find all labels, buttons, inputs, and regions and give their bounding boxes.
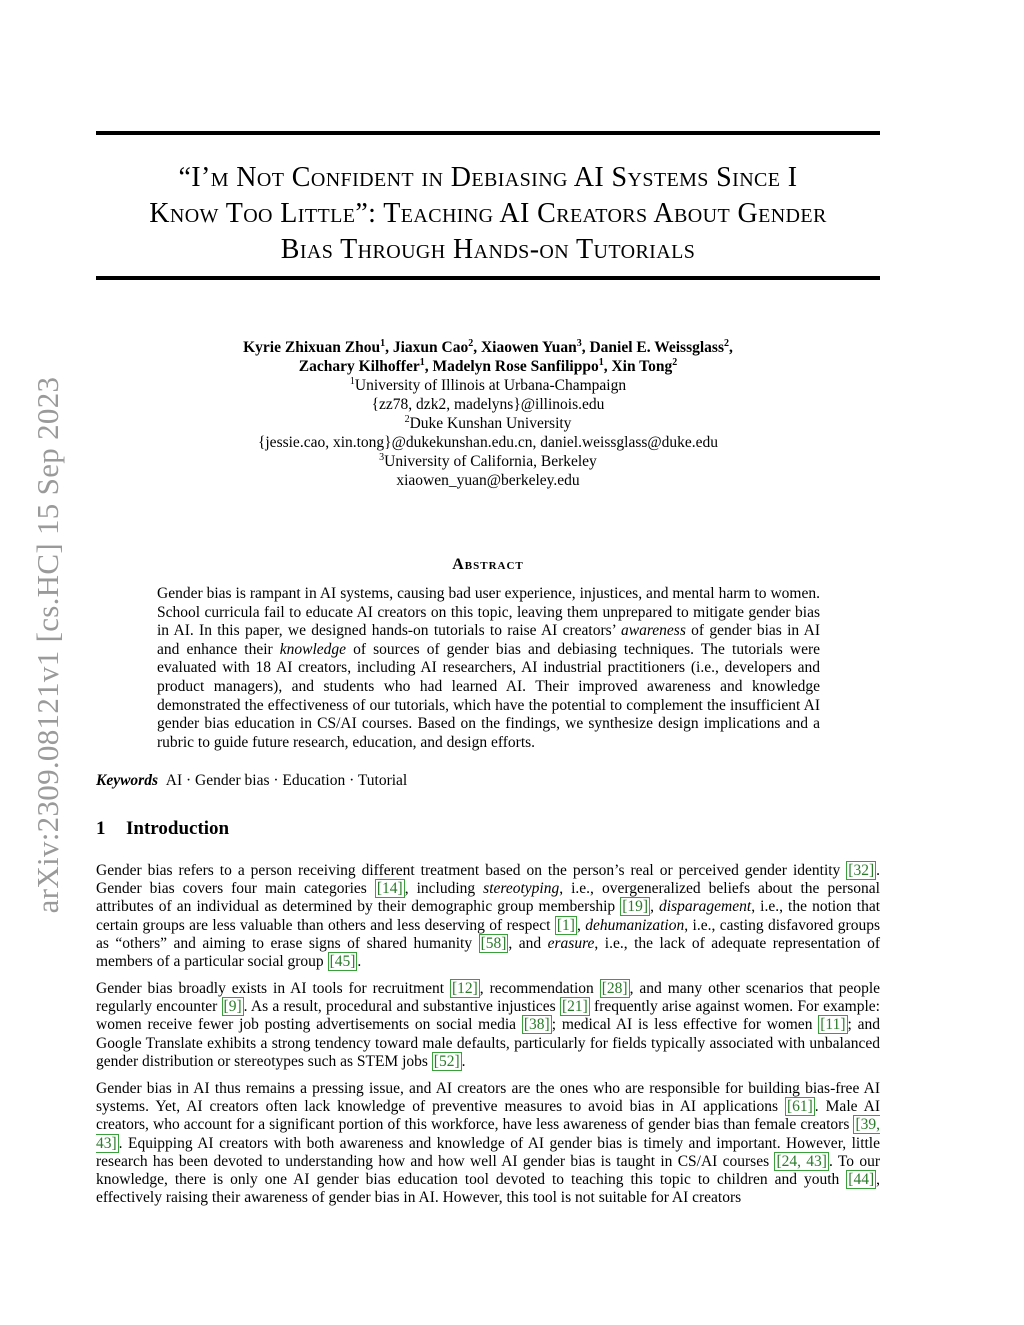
text-run: . [357,953,362,971]
intro-paragraph-3 [96,1080,880,1207]
title-top-rule [96,131,880,135]
author-name: Kyrie Zhixuan Zhou [243,339,381,356]
author-name: Xin Tong [611,358,673,375]
text-run: , and [508,934,548,952]
text-run: , recommendation [479,980,600,997]
text-run: , i.e., the notion that certain groups are less valuable than others and less deserving of respect [96,898,881,934]
author-affiliation-marker: 2 [672,356,678,368]
emphasized-text: disparagement [659,898,752,916]
author-separator: , [385,339,393,356]
author-name: Zachary Kilhoffer [298,358,420,375]
text-run: , including [404,880,484,898]
citation-link[interactable]: [1] [556,916,575,934]
text-run: . Equipping AI creators with both awareness and knowledge of AI gender bias is timely and important. However, little research has been devoted to understanding how and how well AI gender bias is taught in CS/AI courses [96,1134,880,1170]
keywords-label: Keywords [96,772,158,789]
keywords-text: AI · Gender bias · Education · Tutorial [165,772,408,789]
abstract-heading: Abstract [452,556,524,573]
title-bottom-rule [96,276,880,280]
section-title: Introduction [126,818,230,839]
citation-link[interactable]: [39, 43] [96,1116,880,1152]
abstract-body [157,585,820,752]
text-run: Gender bias is rampant in AI systems, causing bad user experience, injustices, and mental harm to women. School curricula fail to educate AI creators on this topic, leaving them unprepared to mitigate gender bias in AI. In this paper, we designed hands-on tutorials to raise AI creators’ [157,585,820,640]
emphasized-text: dehumanization [585,916,685,934]
text-run: . [461,1052,466,1070]
citation-link[interactable]: [14] [376,880,403,898]
emphasized-text: stereotyping [483,880,560,898]
affiliation-marker: 2 [404,413,410,425]
text-run: , i.e., the lack of adequate representation of members of a particular social group [96,934,880,971]
affiliation-text: xiaowen_yuan@berkeley.edu [396,472,580,489]
title-line-1: “I’m Not Confident in Debiasing AI Systems Since I [178,162,798,193]
text-run: , [576,916,586,934]
citation-link[interactable]: [19] [622,898,649,916]
author-name: Daniel E. Weissglass [589,339,724,356]
text-run: ; medical AI is less effective for women [551,1016,819,1034]
paper-title [96,160,880,268]
section-heading [96,818,229,840]
affiliation-text: {jessie.cao, xin.tong}@dukekunshan.edu.cn, daniel.weissglass@duke.edu [257,434,719,451]
text-run: Gender bias in AI thus remains a pressing issue, and AI creators are the ones who are responsible for building bias-free AI systems. Yet, AI creators often lack knowledge of preventive measures to avoid bias in AI applications [96,1080,880,1116]
text-run: . To our knowledge, there is only one AI gender bias education tool devoted to teaching this topic to children and youth [96,1152,880,1189]
affiliation-institution [96,414,880,433]
text-run: of sources of gender bias and debiasing techniques. The tutorials were evaluated with 18 AI creators, including AI researchers, AI industrial practitioners (i.e., developers and product managers), and students who had learned AI. Their improved awareness and knowledge demonstrated the effectiveness of our tutorials, which have the potential to complement the insufficient AI gender bias education in CS/AI courses. Based on the findings, we synthesize design implications and a rubric to guide future research, education, and design efforts. [157,640,820,751]
title-line-3: Bias Through Hands-on Tutorials [280,234,696,265]
emphasized-text: awareness [621,622,686,640]
citation-link[interactable]: [12] [451,980,478,997]
citation-link[interactable]: [44] [848,1171,875,1189]
author-line-2 [96,357,880,376]
text-run: , and many other scenarios that people regularly encounter [96,980,881,1016]
keywords-line [96,771,880,790]
text-run: Gender bias broadly exists in AI tools for recruitment [96,980,450,997]
affiliation-institution [96,452,880,471]
intro-paragraph-1 [96,862,880,971]
affiliation-text: University of California, Berkeley [384,453,597,470]
text-run: . Male AI creators, who account for a significant portion of this workforce, have less awareness of gender bias than female creators [96,1098,880,1134]
affiliation-email[interactable] [96,471,880,490]
citation-link[interactable]: [24, 43] [776,1152,827,1170]
text-run: , effectively raising their awareness of gender bias in AI. However, this tool is not suitable for AI creators [96,1171,880,1207]
section-number: 1 [96,818,106,839]
citation-link[interactable]: [9] [223,998,242,1016]
citation-link[interactable]: [11] [820,1016,846,1034]
citation-link[interactable]: [32] [848,862,875,879]
author-block [96,338,880,490]
author-affiliation-marker: 2 [468,337,474,349]
text-run: ; and Google Translate exhibits a strong tendency toward male defaults, particularly for fields typically associated with unbalanced gender distribution or stereotypes such as STEM jobs [96,1016,880,1070]
author-separator: , [603,358,612,375]
arxiv-sidebar-stamp: arXiv:2309.08121v1 [cs.HC] 15 Sep 2023 [30,376,65,914]
affiliation-institution [96,376,880,395]
citation-link[interactable]: [21] [561,998,588,1016]
text-run: . Gender bias covers four main categories [96,862,880,898]
author-affiliation-marker: 2 [724,337,729,349]
affiliation-marker: 1 [349,375,355,387]
author-line-1 [96,338,880,357]
author-name: Jiaxun Cao [392,339,469,356]
author-affiliation-marker: 1 [419,356,425,368]
author-name: Xiaowen Yuan [480,339,577,356]
intro-paragraph-2 [96,980,880,1071]
affiliation-text: Duke Kunshan University [409,415,572,432]
affiliation-text: {zz78, dzk2, madelyns}@illinois.edu [371,396,605,413]
author-separator: , [424,358,433,375]
text-run: , i.e., casting disfavored groups as “others” and aiming to erase signs of shared humanity [96,916,880,952]
emphasized-text: knowledge [279,640,347,658]
affiliation-marker: 3 [379,451,385,463]
citation-link[interactable]: [58] [480,934,507,952]
affiliation-email[interactable] [96,395,880,414]
author-name: Madelyn Rose Sanfilippo [432,358,599,375]
text-run: of gender bias in AI and enhance their [157,622,820,658]
author-affiliation-marker: 3 [576,337,582,349]
text-run: , [650,898,660,916]
text-run: . As a result, procedural and substantive injustices [243,998,560,1016]
author-affiliation-marker: 1 [380,337,386,349]
author-separator: , [581,339,590,356]
author-affiliation-marker: 1 [598,356,604,368]
affiliation-email[interactable] [96,433,880,452]
citation-link[interactable]: [52] [433,1052,460,1070]
citation-link[interactable]: [45] [329,953,356,971]
title-line-2: Know Too Little”: Teaching AI Creators About Gender [149,198,827,229]
citation-link[interactable]: [61] [786,1098,813,1116]
text-run: , i.e., overgeneralized beliefs about the personal attributes of an individual as determined by their demographic group membership [96,880,880,916]
text-run: frequently arise against women. For example: women receive fewer job posting advertisements on social media [96,998,880,1034]
text-run: Gender bias refers to a person receiving different treatment based on the person’s real or perceived gender identity [96,862,847,879]
citation-link[interactable]: [38] [523,1016,550,1034]
author-separator: , [729,339,733,356]
author-separator: , [473,339,481,356]
emphasized-text: erasure [547,934,595,952]
affiliation-text: University of Illinois at Urbana-Champaign [354,377,627,394]
citation-link[interactable]: [28] [601,980,628,997]
affiliations [96,376,880,490]
